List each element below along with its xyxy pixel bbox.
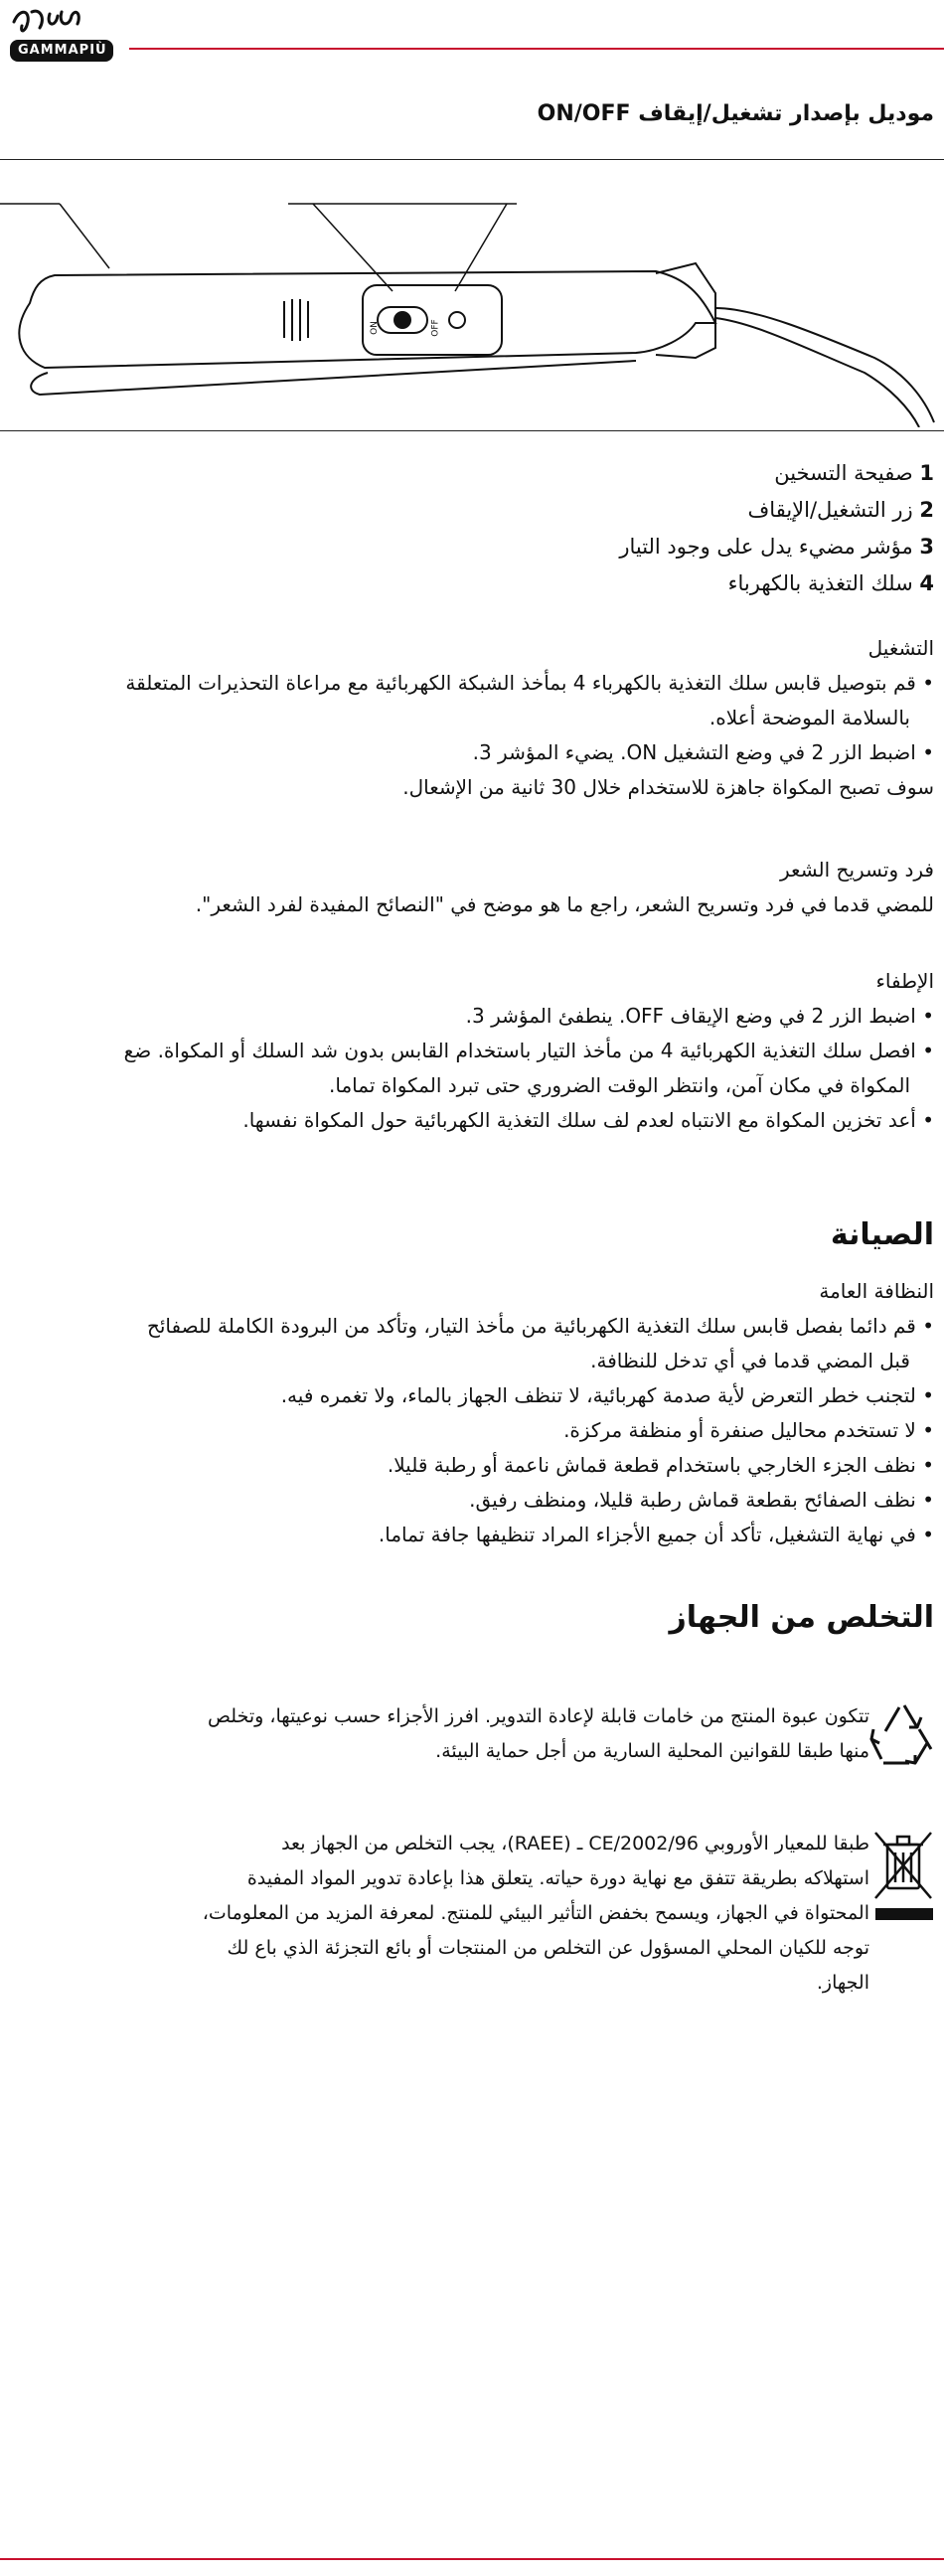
weee-paragraph xyxy=(94,1827,869,2001)
operation-line: بالسلامة الموضحة أعلاه. xyxy=(708,706,910,729)
straightener-diagram xyxy=(0,184,944,427)
part-item: 2 زر التشغيل/الإيقاف xyxy=(747,498,934,522)
brand-logo-icon xyxy=(6,4,123,68)
maintenance-line: • لتجنب خطر التعرض لأية صدمة كهربائية، لا تنظف الجهاز بالماء، ولا تغمره فيه. xyxy=(280,1383,934,1407)
brand-logo xyxy=(6,4,123,68)
shutdown-line: • اضبط الزر 2 في وضع الإيقاف OFF. ينطفئ المؤشر 3. xyxy=(465,1004,934,1028)
operation-line: • قم بتوصيل قابس سلك التغذية بالكهرباء 4 بمأخذ الشبكة الكهربائية مع مراعاة التحذيرات المتعلقة xyxy=(125,671,934,695)
weee-line: استهلاكه بطريقة تتفق مع نهاية دورة حياته. يتعلق هذا بإعادة تدوير المواد المفيدة xyxy=(246,1867,869,1889)
styling-heading: فرد وتسريح الشعر xyxy=(780,858,934,882)
brand-logo-text: GAMMAPIÙ xyxy=(18,43,107,58)
packaging-line: تتكون عبوة المنتج من خامات قابلة لإعادة التدوير. افرز الأجزاء حسب نوعيتها، وتخلص xyxy=(208,1705,869,1727)
maintenance-line: • نظف الجزء الخارجي باستخدام قطعة قماش ناعمة أو رطبة قليلا. xyxy=(387,1453,934,1477)
maintenance-line: • نظف الصفائح بقطعة قماش رطبة قليلا، ومنظف رفيق. xyxy=(469,1488,934,1512)
shutdown-line: المكواة في مكان آمن، وانتظر الوقت الضروري حتى تبرد المكواة تماما. xyxy=(329,1073,910,1097)
weee-line: الجهاز. xyxy=(816,1972,869,1994)
packaging-line: منها طبقا للقوانين المحلية السارية من أجل حماية البيئة. xyxy=(435,1740,869,1762)
maintenance-section xyxy=(15,1274,934,1552)
crossed-bin-weee-icon xyxy=(869,1827,939,1926)
weee-line: المحتواة في الجهاز، ويسمح بخفض التأثير البيئي للمنتج. لمعرفة المزيد من المعلومات، xyxy=(202,1902,869,1924)
shutdown-section xyxy=(15,964,934,1138)
disposal-heading: التخلص من الجهاز xyxy=(669,1600,934,1635)
maintenance-line: • لا تستخدم محاليل صنفرة أو منظفة مركزة. xyxy=(563,1418,934,1442)
parts-list xyxy=(378,455,934,602)
maintenance-subheading: النظافة العامة xyxy=(819,1279,934,1303)
maintenance-heading: الصيانة xyxy=(830,1217,934,1252)
shutdown-line: • افصل سلك التغذية الكهربائية 4 من مأخذ التيار باستخدام القابس بدون شد السلك أو المكواة. ضع xyxy=(123,1039,934,1062)
footer-red-rule xyxy=(0,2558,944,2560)
recycle-icon xyxy=(869,1699,939,1769)
maintenance-line: • قم دائما بفصل قابس سلك التغذية الكهربائية من مأخذ التيار، وتأكد من البرودة الكاملة للصفائح xyxy=(146,1314,934,1338)
weee-line: توجه للكيان المحلي المسؤول عن التخلص من المنتجات أو بائع التجزئة الذي باع لك xyxy=(227,1937,869,1959)
styling-line: للمضي قدما في فرد وتسريح الشعر، راجع ما هو موضح في "النصائح المفيدة لفرد الشعر". xyxy=(195,892,934,916)
operation-line: سوف تصبح المكواة جاهزة للاستخدام خلال 30 ثانية من الإشعال. xyxy=(402,775,934,799)
operation-line: • اضبط الزر 2 في وضع التشغيل ON. يضيء المؤشر 3. xyxy=(472,740,934,764)
title-rule xyxy=(0,159,944,160)
maintenance-line: • في نهاية التشغيل، تأكد أن جميع الأجزاء المراد تنظيفها جافة تماما. xyxy=(378,1523,934,1546)
packaging-paragraph xyxy=(94,1699,869,1769)
weee-line: طبقا للمعيار الأوروبي CE/2002/96 ـ (RAEE)، يجب التخلص من الجهاز بعد xyxy=(281,1833,869,1854)
diagram-rule xyxy=(0,430,944,431)
switch-on-label: ON xyxy=(369,321,380,335)
part-item: 1 صفيحة التسخين xyxy=(774,461,934,485)
shutdown-line: • أعد تخزين المكواة مع الانتباه لعدم لف سلك التغذية الكهربائية حول المكواة نفسها. xyxy=(242,1108,934,1132)
operation-heading: التشغيل xyxy=(867,636,934,660)
switch-off-label: OFF xyxy=(430,319,441,337)
part-item: 4 سلك التغذية بالكهرباء xyxy=(727,571,934,595)
operation-section xyxy=(15,631,934,805)
styling-section xyxy=(15,853,934,922)
model-title: موديل بإصدار تشغيل/إيقاف ON/OFF xyxy=(537,101,934,126)
part-item: 3 مؤشر مضيء يدل على وجود التيار xyxy=(619,535,934,559)
maintenance-line: قبل المضي قدما في أي تدخل للنظافة. xyxy=(590,1349,910,1372)
header-red-rule xyxy=(129,48,944,50)
shutdown-heading: الإطفاء xyxy=(875,969,934,993)
